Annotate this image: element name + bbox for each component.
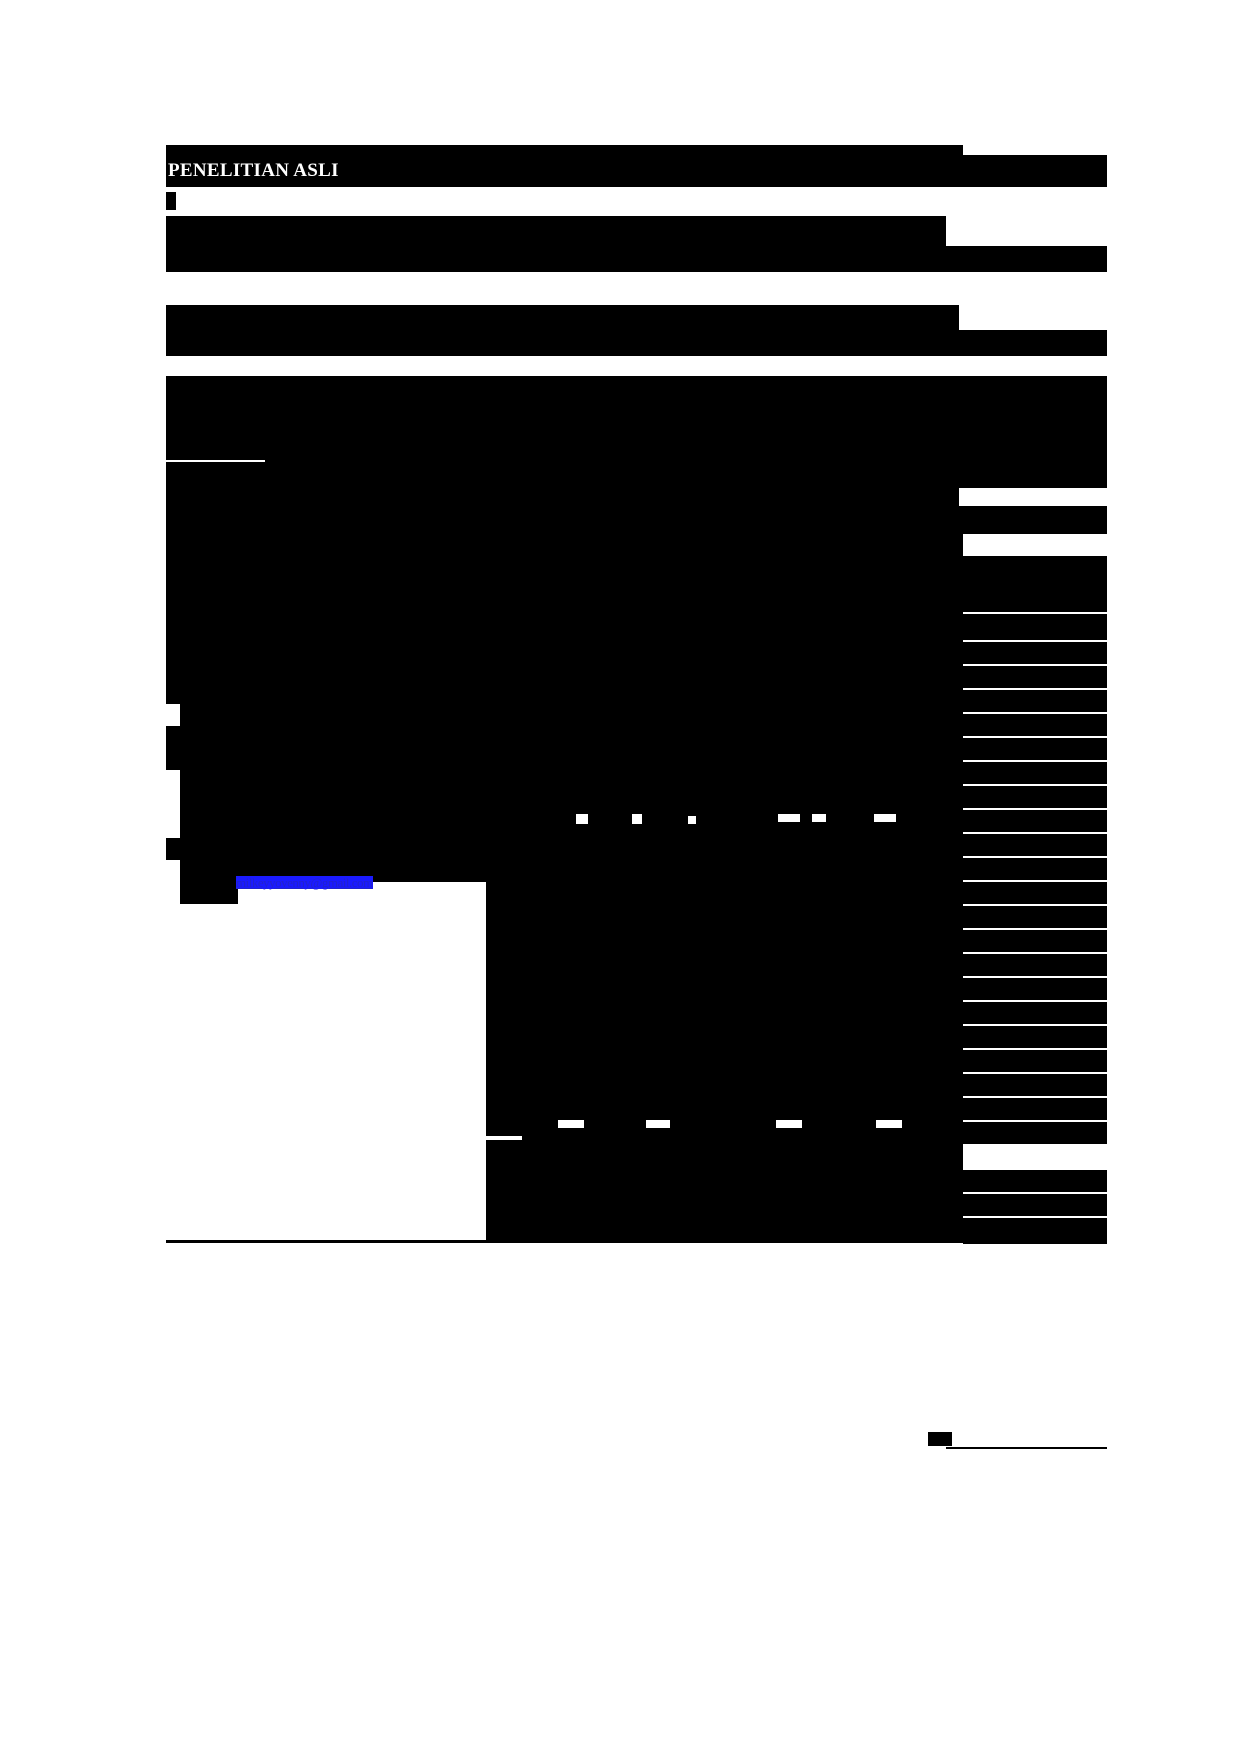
body-block-l xyxy=(166,726,180,748)
body-block-f xyxy=(196,660,963,682)
margin-block-4 xyxy=(963,666,1107,688)
body-block-q xyxy=(238,770,963,792)
margin-block-20 xyxy=(963,1050,1107,1072)
body-block-i xyxy=(180,704,514,726)
right-col-block-2 xyxy=(486,926,512,948)
margin-block-24 xyxy=(963,1170,1107,1192)
affiliation-line-5 xyxy=(166,462,1107,488)
margin-block-2 xyxy=(963,614,1107,640)
right-col-block-6 xyxy=(486,970,963,992)
margin-block-25 xyxy=(963,1194,1107,1216)
body-block-j xyxy=(514,704,963,726)
table-gap xyxy=(812,814,826,822)
right-col-block-12 xyxy=(486,1092,963,1114)
margin-block-8 xyxy=(963,762,1107,784)
title-line-1 xyxy=(166,192,176,210)
table-gap xyxy=(558,1120,584,1128)
table-gap xyxy=(874,814,896,822)
right-col-block-14 xyxy=(486,1140,963,1160)
affiliation-line-6 xyxy=(166,486,959,506)
title-line-4 xyxy=(196,222,946,246)
right-col-block-16 xyxy=(522,1160,963,1182)
body-block-v xyxy=(186,838,963,860)
body-block-o xyxy=(166,748,180,770)
margin-block-18 xyxy=(963,1002,1107,1024)
body-block-p xyxy=(180,770,238,792)
body-block-d xyxy=(166,638,200,660)
margin-block-15 xyxy=(963,930,1107,952)
authors-line-1 xyxy=(166,305,959,333)
margin-block-6 xyxy=(963,714,1107,736)
right-col-block-19 xyxy=(486,1204,963,1240)
margin-block-17 xyxy=(963,978,1107,1000)
table-gap xyxy=(646,1120,670,1128)
body-block-y xyxy=(180,882,238,904)
margin-block-5 xyxy=(963,690,1107,712)
body-block-a xyxy=(166,552,180,638)
body-block-n xyxy=(230,748,963,770)
affiliation-line-2 xyxy=(176,376,1107,442)
affiliation-line-4 xyxy=(265,440,1107,462)
body-block-m xyxy=(180,748,230,770)
table-gap xyxy=(776,1120,802,1128)
footer-rule xyxy=(946,1447,1107,1449)
body-block-r xyxy=(180,792,486,814)
body-block-g xyxy=(310,682,963,704)
right-col-block-15 xyxy=(486,1160,522,1182)
right-col-block-8 xyxy=(522,992,963,1014)
right-col-block-9 xyxy=(486,1014,963,1070)
margin-block-11 xyxy=(963,834,1107,856)
margin-block-21 xyxy=(963,1074,1107,1096)
margin-block-9 xyxy=(963,786,1107,808)
title-line-5 xyxy=(166,246,1107,272)
margin-block-23 xyxy=(963,1122,1107,1144)
header-band-right xyxy=(963,155,1107,187)
right-col-block-1 xyxy=(486,904,963,926)
body-block-e xyxy=(166,660,196,682)
footer-page-mark xyxy=(928,1432,952,1446)
right-col-block-11 xyxy=(522,1070,963,1092)
right-col-block-18 xyxy=(546,1182,963,1204)
corresponding-author-email[interactable]: milkeyyovenny@gmail.com xyxy=(236,875,373,890)
body-block-x xyxy=(486,882,963,904)
body-block-u xyxy=(166,838,186,860)
margin-block-7 xyxy=(963,738,1107,760)
margin-block-12 xyxy=(963,858,1107,880)
margin-block-16 xyxy=(963,954,1107,976)
margin-block-14 xyxy=(963,906,1107,928)
margin-block-22 xyxy=(963,1098,1107,1120)
margin-block-13 xyxy=(963,882,1107,904)
margin-block-1 xyxy=(963,556,1107,612)
right-col-block-4 xyxy=(486,948,648,970)
right-col-block-3 xyxy=(512,926,963,948)
margin-block-10 xyxy=(963,810,1107,832)
right-col-block-5 xyxy=(648,948,963,970)
abstract-band xyxy=(166,506,1107,534)
table-gap xyxy=(632,814,642,824)
right-col-block-13 xyxy=(486,1114,522,1136)
body-block-k xyxy=(180,726,963,748)
table-gap xyxy=(688,816,696,824)
table-gap xyxy=(576,814,588,824)
body-block-h xyxy=(166,682,310,704)
margin-block-19 xyxy=(963,1026,1107,1048)
margin-block-3 xyxy=(963,642,1107,664)
bottom-rule xyxy=(166,1240,1107,1243)
table-gap xyxy=(876,1120,902,1128)
authors-line-3 xyxy=(221,332,1107,354)
body-block-t xyxy=(180,814,486,838)
body-block-c xyxy=(180,638,963,660)
right-col-block-7 xyxy=(486,992,522,1014)
table-gap xyxy=(778,814,800,822)
right-col-block-10 xyxy=(486,1070,522,1092)
section-label: PENELITIAN ASLI xyxy=(168,160,339,181)
body-block-b xyxy=(180,552,963,638)
table-row-a xyxy=(486,808,963,838)
right-col-block-17 xyxy=(486,1182,546,1204)
